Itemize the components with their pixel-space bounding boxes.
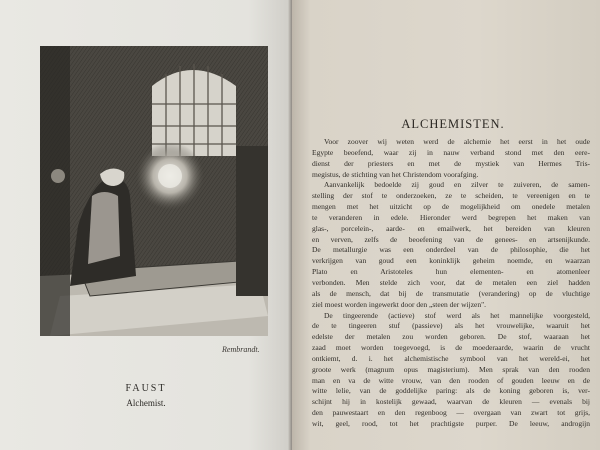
text-line: De tingeerende (actieve) stof werd als het mannelijke voorgesteld, xyxy=(324,310,590,320)
body-text xyxy=(312,137,590,430)
text-line: wit, geel, rood, tot het prachtigste purper. De leeuw, androgijn xyxy=(312,418,590,428)
text-line: ziel moest worden ingewerkt door den „steen der wijzen". xyxy=(312,299,487,309)
text-line: den pauwestaart en den regenboog — overgaan van zwart tot grijs, xyxy=(312,408,590,418)
left-page xyxy=(0,0,292,450)
text-line: Egypte beoefend, waar zij in nauw verband stond met den eere- xyxy=(312,147,590,157)
text-line: en verven, zelfs de beoefening van de genees- en artsenijkunde. xyxy=(312,234,590,244)
text-line: stelling der stof te onderzoeken, ze te scheiden, te vereenigen en te xyxy=(312,191,590,201)
text-line: Voor zoover wij weten werd de alchemie het eerst in het oude xyxy=(324,137,590,146)
text-line: mengen met het uitzicht op de mogelijkheid om onedele metalen xyxy=(312,202,590,212)
text-line: glas-, porcelein-, aarde- en emailwerk, het bereiden van kleuren xyxy=(312,223,590,233)
faust-etching-image xyxy=(40,46,268,336)
text-line: zaad moet worden toegevoegd, is de moederaarde, waarin de vrucht xyxy=(312,343,590,353)
text-line: te veranderen in edele. Hieronder werd begrepen het maken van xyxy=(312,212,590,222)
text-line: verkrijgen van goud een koninklijk geheim noemde, en waarzan xyxy=(312,256,590,266)
chapter-heading: ALCHEMISTEN. xyxy=(401,117,505,131)
text-line: verbonden. Men stelde zich voor, dat de metalen een ziel hadden xyxy=(312,277,590,287)
caption-title: FAUST xyxy=(125,383,167,394)
text-line: ontkiemt, d. i. het alchemistische symbool van het wereld-ei, het xyxy=(312,353,590,363)
text-line: Aanvankelijk bedoelde zij goud en zilver te zuiveren, de samen- xyxy=(324,180,590,190)
text-line: Plato en Aristoteles hun elementen- en atomenleer xyxy=(312,267,590,277)
text-line: dienst der priesters en met de mystiek van Hermes Tris- xyxy=(312,158,590,168)
text-line: als de mensch, dat bij de transmutatie (verandering) op de vluchtige xyxy=(312,288,590,298)
caption-subtitle: Alchemist. xyxy=(126,398,166,408)
text-line: man en va de witte vrouw, van den rooden of gouden leeuw en de xyxy=(312,375,590,385)
text-line: De metallurgie was een onderdeel van de philosophie, die het xyxy=(312,245,590,255)
text-line: megistus, de stichting van het Christendom voorafging. xyxy=(312,169,479,179)
text-line: edelste der metalen zou worden geboren. De stof, waaraan het xyxy=(312,332,590,342)
image-credit: Rembrandt. xyxy=(222,345,260,354)
etching-illustration xyxy=(40,46,268,336)
text-line: groote werk (magnum opus magisterium). Men sprak van den rooden xyxy=(312,364,590,374)
text-line: de te tingeeren stuf (passieve) als het vrouwelijke, waaruit het xyxy=(312,321,590,331)
text-line: schijnt hij in kostelijk gewaad, waarvan de kleuren — evenals bij xyxy=(312,397,590,407)
text-line: witte lelie, van de goddelijke paring: als de koning geboren is, ver- xyxy=(312,386,590,396)
